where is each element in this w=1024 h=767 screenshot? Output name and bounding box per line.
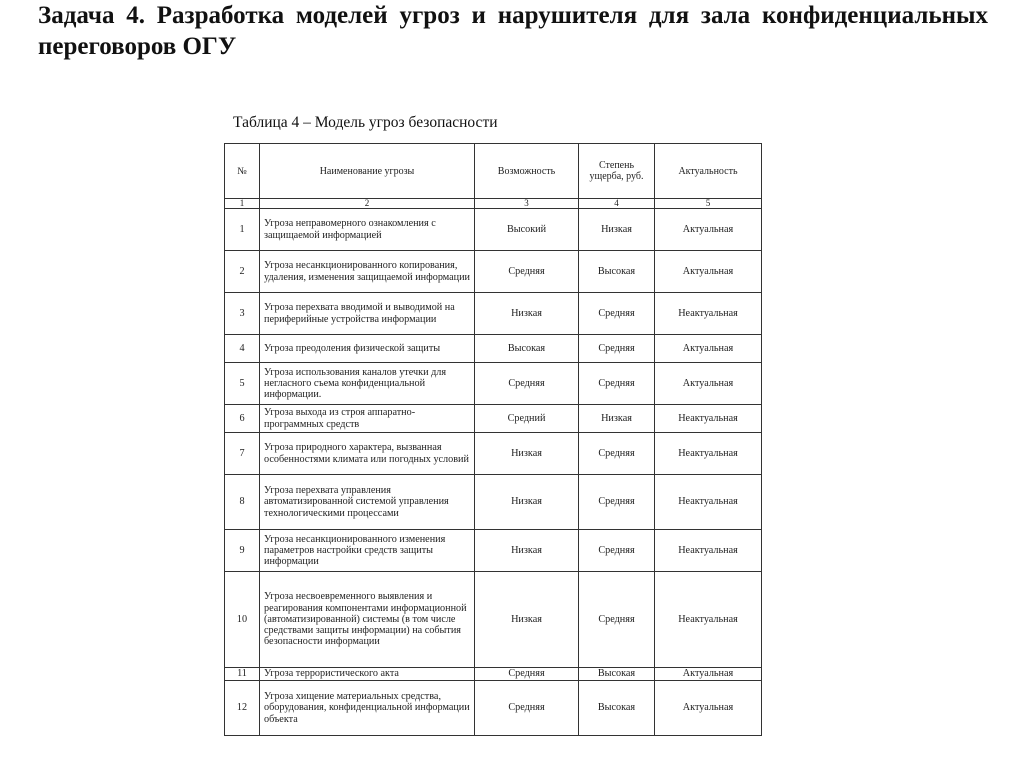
threat-damage: Средняя (579, 363, 655, 405)
table-row (225, 363, 762, 405)
threat-name: Угроза террористического акта (260, 668, 475, 681)
header-possibility: Возможность (475, 144, 579, 199)
threat-possibility: Высокая (475, 335, 579, 363)
threat-damage: Средняя (579, 572, 655, 668)
row-number: 9 (225, 530, 260, 572)
threat-possibility: Низкая (475, 530, 579, 572)
row-number: 3 (225, 293, 260, 335)
threat-relevance: Неактуальная (655, 293, 762, 335)
threat-relevance: Актуальная (655, 363, 762, 405)
table-caption: Таблица 4 – Модель угроз безопасности (233, 114, 498, 131)
threat-relevance: Неактуальная (655, 475, 762, 530)
table-row (225, 475, 762, 530)
threat-possibility: Средний (475, 405, 579, 433)
table-row (225, 251, 762, 293)
threat-damage: Средняя (579, 335, 655, 363)
table-row (225, 572, 762, 668)
row-number: 2 (225, 251, 260, 293)
header-relevance: Актуальность (655, 144, 762, 199)
row-number: 1 (225, 209, 260, 251)
threat-relevance: Актуальная (655, 668, 762, 681)
threat-name: Угроза неправомерного ознакомления с защищаемой информацией (260, 209, 475, 251)
column-number: 2 (260, 199, 475, 209)
table-row (225, 433, 762, 475)
threat-name: Угроза несвоевременного выявления и реагирования компонентами информационной (автоматизированной) системы (в том числе средствами защиты информации) на события безопасности информации (260, 572, 475, 668)
row-number: 4 (225, 335, 260, 363)
table-row (225, 335, 762, 363)
threat-name: Угроза несанкционированного копирования, удаления, изменения защищаемой информации (260, 251, 475, 293)
threat-damage: Средняя (579, 293, 655, 335)
threat-name: Угроза перехвата управления автоматизированной системой управления технологическими процессами (260, 475, 475, 530)
threat-damage: Высокая (579, 251, 655, 293)
threat-damage: Низкая (579, 405, 655, 433)
header-number: № (225, 144, 260, 199)
table-row (225, 681, 762, 736)
row-number: 5 (225, 363, 260, 405)
header-threat-name: Наименование угрозы (260, 144, 475, 199)
threat-name: Угроза использования каналов утечки для негласного съема конфиденциальной информации. (260, 363, 475, 405)
threat-relevance: Неактуальная (655, 405, 762, 433)
threat-possibility: Высокий (475, 209, 579, 251)
row-number: 12 (225, 681, 260, 736)
table-row (225, 405, 762, 433)
column-number-row (225, 199, 762, 209)
threat-damage: Средняя (579, 475, 655, 530)
threat-name: Угроза выхода из строя аппаратно-программных средств (260, 405, 475, 433)
threat-damage: Средняя (579, 433, 655, 475)
threat-relevance: Неактуальная (655, 433, 762, 475)
threat-damage: Низкая (579, 209, 655, 251)
table-row (225, 530, 762, 572)
threat-damage: Высокая (579, 681, 655, 736)
threat-name: Угроза несанкционированного изменения параметров настройки средств защиты информации (260, 530, 475, 572)
threat-name: Угроза природного характера, вызванная особенностями климата или погодных условий (260, 433, 475, 475)
threat-possibility: Средняя (475, 681, 579, 736)
threat-relevance: Актуальная (655, 251, 762, 293)
threat-possibility: Средняя (475, 668, 579, 681)
threat-possibility: Низкая (475, 475, 579, 530)
slide-title: Задача 4. Разработка моделей угроз и нарушителя для зала конфиденциальных переговоров ОГУ (38, 2, 988, 60)
table-header-row (225, 144, 762, 199)
table-row (225, 293, 762, 335)
threat-relevance: Актуальная (655, 335, 762, 363)
threat-relevance: Неактуальная (655, 530, 762, 572)
threat-damage: Высокая (579, 668, 655, 681)
threat-relevance: Неактуальная (655, 572, 762, 668)
threat-possibility: Низкая (475, 433, 579, 475)
threat-name: Угроза преодоления физической защиты (260, 335, 475, 363)
column-number: 4 (579, 199, 655, 209)
column-number: 3 (475, 199, 579, 209)
row-number: 8 (225, 475, 260, 530)
threat-relevance: Актуальная (655, 681, 762, 736)
row-number: 6 (225, 405, 260, 433)
threat-relevance: Актуальная (655, 209, 762, 251)
row-number: 7 (225, 433, 260, 475)
table-row (225, 668, 762, 681)
threat-model-table (224, 143, 762, 736)
column-number: 5 (655, 199, 762, 209)
threat-possibility: Средняя (475, 363, 579, 405)
row-number: 10 (225, 572, 260, 668)
row-number: 11 (225, 668, 260, 681)
header-damage: Степень ущерба, руб. (579, 144, 655, 199)
threat-possibility: Низкая (475, 293, 579, 335)
column-number: 1 (225, 199, 260, 209)
threat-possibility: Низкая (475, 572, 579, 668)
threat-name: Угроза хищение материальных средства, оборудования, конфиденциальной информации объекта (260, 681, 475, 736)
table-row (225, 209, 762, 251)
threat-possibility: Средняя (475, 251, 579, 293)
threat-name: Угроза перехвата вводимой и выводимой на периферийные устройства информации (260, 293, 475, 335)
threat-damage: Средняя (579, 530, 655, 572)
